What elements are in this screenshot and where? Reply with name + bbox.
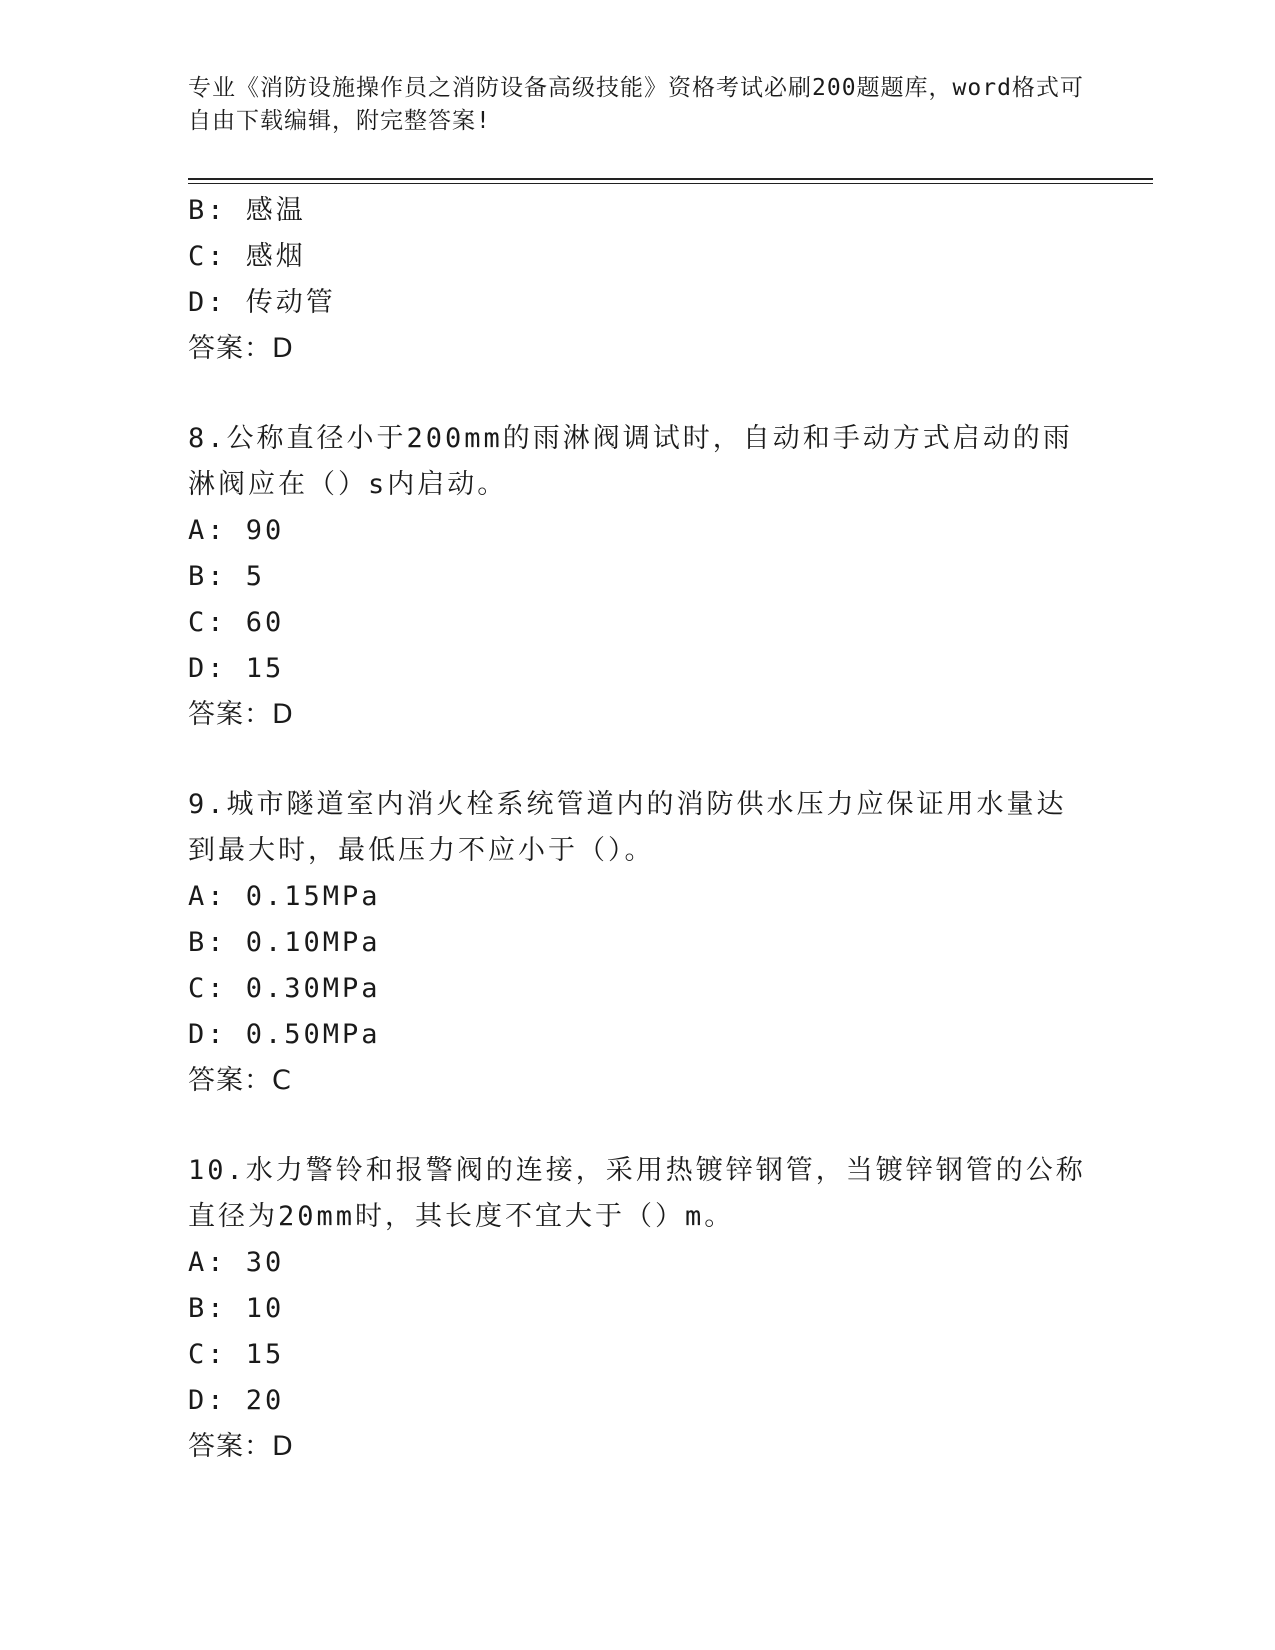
option-c: C: 0.30MPa (188, 973, 381, 1004)
option-c: C: 60 (188, 607, 285, 638)
option-a: A: 90 (188, 515, 285, 546)
answer: 答案：D (188, 333, 294, 364)
option-c: C: 感烟 (188, 241, 306, 272)
question-8 (188, 416, 1088, 738)
option-d: D: 15 (188, 653, 285, 684)
document-header: 专业《消防设施操作员之消防设备高级技能》资格考试必刷200题题库，word格式可自由下载编辑，附完整答案! (188, 75, 1084, 134)
option-b: B: 感温 (188, 195, 306, 226)
option-b: B: 10 (188, 1293, 285, 1324)
header-divider-thin (188, 183, 1153, 184)
option-a: A: 30 (188, 1247, 285, 1278)
option-b: B: 5 (188, 561, 266, 592)
question-stem: 8.公称直径小于200mm的雨淋阀调试时，自动和手动方式启动的雨淋阀应在（）s内启动。 (188, 423, 1073, 500)
question-7-tail (188, 188, 1088, 372)
option-d: D: 传动管 (188, 287, 336, 318)
question-stem: 10.水力警铃和报警阀的连接，采用热镀锌钢管，当镀锌钢管的公称直径为20mm时，其长度不宜大于（）m。 (188, 1155, 1086, 1232)
question-10 (188, 1148, 1088, 1470)
option-b: B: 0.10MPa (188, 927, 381, 958)
answer: 答案：D (188, 699, 294, 730)
question-stem: 9.城市隧道室内消火栓系统管道内的消防供水压力应保证用水量达到最大时，最低压力不应小于（）。 (188, 789, 1067, 866)
answer: 答案：D (188, 1431, 294, 1462)
option-d: D: 0.50MPa (188, 1019, 381, 1050)
header-divider-thick (188, 178, 1153, 180)
answer: 答案：C (188, 1065, 292, 1096)
option-c: C: 15 (188, 1339, 285, 1370)
question-9 (188, 782, 1088, 1104)
option-a: A: 0.15MPa (188, 881, 381, 912)
option-d: D: 20 (188, 1385, 285, 1416)
question-list (188, 188, 1088, 1470)
